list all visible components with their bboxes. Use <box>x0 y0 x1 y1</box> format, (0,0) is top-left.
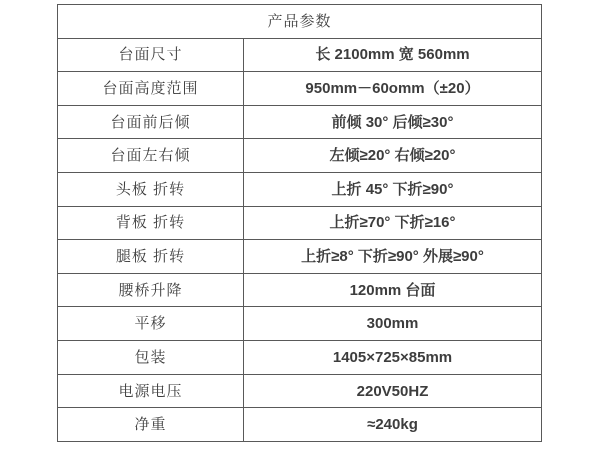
table-row <box>58 273 541 307</box>
table-row <box>58 340 541 374</box>
table-row <box>58 407 541 441</box>
param-value-cell: 1405×725×85mm <box>332 348 453 366</box>
param-label-cell: 台面前后倾 <box>58 106 244 139</box>
param-value-cell: 前倾 30° 后倾≥30° <box>331 113 454 131</box>
param-value-cell: 950mm－60omm（±20） <box>305 80 480 98</box>
param-label-cell: 包装 <box>58 341 244 374</box>
param-value-cell: 左倾≥20° 右倾≥20° <box>329 147 456 165</box>
product-spec-table <box>57 4 542 442</box>
table-row <box>58 306 541 340</box>
param-label-cell: 台面尺寸 <box>58 39 244 72</box>
table-row <box>58 71 541 105</box>
table-row <box>58 138 541 172</box>
table-row <box>58 374 541 408</box>
table-title: 产品参数 <box>267 12 332 30</box>
param-label-cell: 腿板 折转 <box>58 240 244 273</box>
param-label-cell: 腰桥升降 <box>58 274 244 307</box>
param-label-cell: 台面高度范围 <box>58 72 244 105</box>
param-label-cell: 头板 折转 <box>58 173 244 206</box>
param-value-cell: ≈240kg <box>367 416 418 434</box>
param-label-cell: 净重 <box>58 408 244 441</box>
param-value-cell: 上折≥70° 下折≥16° <box>329 214 456 232</box>
table-row <box>58 172 541 206</box>
param-value-cell: 300mm <box>366 315 419 333</box>
param-value-cell: 上折≥8° 下折≥90° 外展≥90° <box>301 248 484 266</box>
table-row <box>58 38 541 72</box>
table-title-row <box>58 5 541 38</box>
param-label-cell: 背板 折转 <box>58 207 244 240</box>
table-row <box>58 105 541 139</box>
param-label-cell: 平移 <box>58 307 244 340</box>
param-value-cell: 长 2100mm 宽 560mm <box>315 46 470 64</box>
table-row <box>58 206 541 240</box>
param-label-cell: 台面左右倾 <box>58 139 244 172</box>
table-row <box>58 239 541 273</box>
param-value-cell: 上折 45° 下折≥90° <box>331 180 454 198</box>
param-label-cell: 电源电压 <box>58 375 244 408</box>
param-value-cell: 120mm 台面 <box>349 281 436 299</box>
param-value-cell: 220V50HZ <box>356 382 429 400</box>
